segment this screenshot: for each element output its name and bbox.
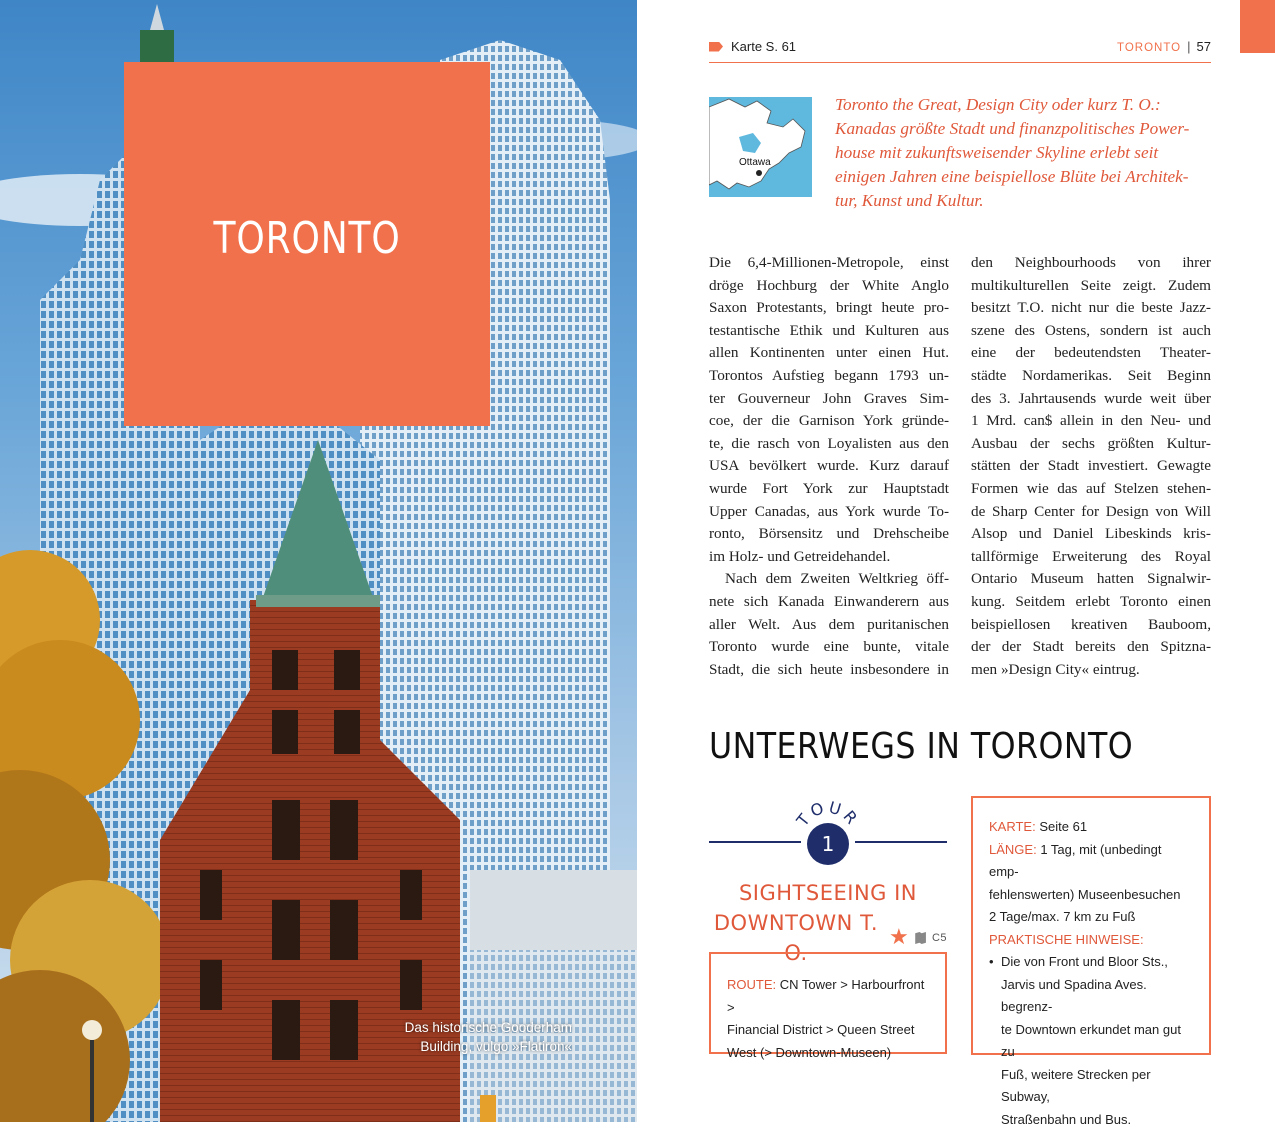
body-line: Ausbau der sechs größten Kultur- <box>971 433 1211 456</box>
body-line: testantische Ethik und Kulturen aus <box>709 320 949 343</box>
hinweise-line: Straßenbahn und Bus. <box>989 1109 1193 1131</box>
body-line: USA bevölkert wurde. Kurz darauf <box>709 455 949 478</box>
route-line: Financial District > Queen Street <box>727 1019 929 1042</box>
body-line: de Sharp Center for Design von Will <box>971 501 1211 524</box>
body-line: tallförmige Erweiterung des Royal <box>971 546 1211 569</box>
body-line: Saxon Protestants, bringt heute pro- <box>709 297 949 320</box>
karte-value: Seite 61 <box>1039 819 1087 834</box>
body-line: stätten der Stadt investiert. Gewagte <box>971 455 1211 478</box>
body-line: Alsop und Daniel Libeskinds kris- <box>971 523 1211 546</box>
intro-line: tur, Kunst und Kultur. <box>835 189 1215 213</box>
tour-badge <box>709 798 947 878</box>
intro-line: Kanadas größte Stadt und finanzpolitisches Power- <box>835 117 1215 141</box>
body-line: des 3. Jahrtausends wurde weit über <box>971 388 1211 411</box>
map-book-icon <box>915 932 926 944</box>
page-header <box>709 36 1211 63</box>
hinweise-line: te Downtown erkundet man gut zu <box>989 1019 1193 1064</box>
map-reference[interactable] <box>709 39 796 54</box>
body-line: beispiellosen kreativen Bauboom, <box>971 614 1211 637</box>
header-separator: | <box>1187 39 1190 54</box>
body-line: ter Gouverneur John Graves Sim- <box>709 388 949 411</box>
hinweise-line: Fuß, weitere Strecken per Subway, <box>989 1064 1193 1109</box>
body-line: kung. Seitdem erlebt Toronto einen <box>971 591 1211 614</box>
body-line: Stadt, die sich heute insbesondere in <box>709 659 949 682</box>
info-line <box>989 816 1193 839</box>
body-line: eine der bedeutendsten Theater- <box>971 342 1211 365</box>
star-icon: ★ <box>889 923 909 953</box>
laenge-label: LÄNGE: <box>989 842 1037 857</box>
info-line <box>989 839 1193 884</box>
route-line <box>727 974 929 1019</box>
arrow-marker-icon <box>709 42 723 52</box>
body-line: im Holz- und Getreidehandel. <box>709 546 949 569</box>
body-line: dröge Hochburg der White Anglo <box>709 275 949 298</box>
route-line: West (> Downtown-Museen) <box>727 1042 929 1065</box>
chapter-tab <box>1240 0 1275 53</box>
body-line: den Neighbourhoods von ihrer <box>971 252 1211 275</box>
body-column-left <box>709 252 949 681</box>
body-line: multikulturellen Seite zeigt. Zudem <box>971 275 1211 298</box>
locator-map <box>709 97 812 197</box>
canada-outline-icon <box>709 97 812 197</box>
grid-reference: C5 <box>932 923 947 953</box>
info-box <box>971 796 1211 1055</box>
body-line: te, die rasch von Loyalisten aus den <box>709 433 949 456</box>
intro-line: Toronto the Great, Design City oder kurz T. O.: <box>835 93 1215 117</box>
page-number: 57 <box>1197 39 1211 54</box>
body-line: Ontario Museum hatten Signalwir- <box>971 568 1211 591</box>
body-line: der der Stadt bereits den Spitzna- <box>971 636 1211 659</box>
body-line: Die 6,4-Millionen-Metropole, einst <box>709 252 949 275</box>
running-title: TORONTO <box>1117 42 1181 54</box>
laenge-value: 1 Tag, mit (unbedingt emp- <box>989 842 1161 880</box>
page-title: TORONTO <box>213 213 400 264</box>
body-line: Torontos Aufstieg begann 1793 un- <box>709 365 949 388</box>
info-line: 2 Tage/max. 7 km zu Fuß <box>989 906 1193 929</box>
caption-line: Das historische Gooderham <box>372 1018 572 1037</box>
tour-number: 1 <box>822 832 835 856</box>
tour-title-line: SIGHTSEEING IN <box>709 878 947 908</box>
tour-word: TOUR <box>792 798 863 831</box>
body-line: Upper Canadas, aus York wurde To- <box>709 501 949 524</box>
route-label: ROUTE: <box>727 977 776 992</box>
body-line: allen Kontinenten unter einen Hut. <box>709 342 949 365</box>
hinweise-line: Jarvis und Spadina Aves. begrenz- <box>989 974 1193 1019</box>
tour-title-line: DOWNTOWN T. O. <box>709 908 883 968</box>
section-heading: UNTERWEGS IN TORONTO <box>709 726 1133 767</box>
minimap-label: Ottawa <box>739 157 771 168</box>
body-line: wurde Fort York zur Hauptstadt <box>709 478 949 501</box>
cover-photo <box>0 0 637 1122</box>
running-header <box>1117 39 1211 54</box>
body-line: nete sich Kanada Einwanderern aus <box>709 591 949 614</box>
body-line: coe, der die Garnison York gründe- <box>709 410 949 433</box>
photo-caption <box>372 1018 572 1056</box>
body-line: städte Nordamerikas. Seit Beginn <box>971 365 1211 388</box>
body-line: ronto, Börsensitz und Drehscheibe <box>709 523 949 546</box>
body-line: szene des Ostens, sondern ist auch <box>971 320 1211 343</box>
body-line: men »Design City« eintrug. <box>971 659 1211 682</box>
intro-line: einigen Jahren eine beispiellose Blüte bei Architek- <box>835 165 1215 189</box>
route-text: CN Tower > Harbourfront > <box>727 977 924 1015</box>
body-line: Toronto wurde eine bunte, vitale <box>709 636 949 659</box>
intro-line: house mit zukunftsweisender Skyline erlebt seit <box>835 141 1215 165</box>
route-box <box>709 952 947 1054</box>
body-line: Formen wie das auf Stelzen stehen- <box>971 478 1211 501</box>
karte-label: KARTE: <box>989 819 1036 834</box>
caption-line: Building, vulgo »Flatiron« <box>372 1037 572 1056</box>
body-line: 1 Mrd. can$ allein in den Neu- und <box>971 410 1211 433</box>
body-line: besitzt T.O. nicht nur die beste Jazz- <box>971 297 1211 320</box>
info-line: fehlenswerten) Museenbesuchen <box>989 884 1193 907</box>
intro-text <box>835 93 1215 213</box>
title-block <box>124 62 490 426</box>
hinweise-label: PRAKTISCHE HINWEISE: <box>989 929 1193 952</box>
map-reference-label: Karte S. 61 <box>731 39 796 54</box>
body-column-right <box>971 252 1211 681</box>
body-line: aller Welt. Aus dem puritanischen <box>709 614 949 637</box>
body-line: Nach dem Zweiten Weltkrieg öff- <box>709 568 949 591</box>
hinweise-bullet: • Die von Front und Bloor Sts., <box>989 951 1193 974</box>
